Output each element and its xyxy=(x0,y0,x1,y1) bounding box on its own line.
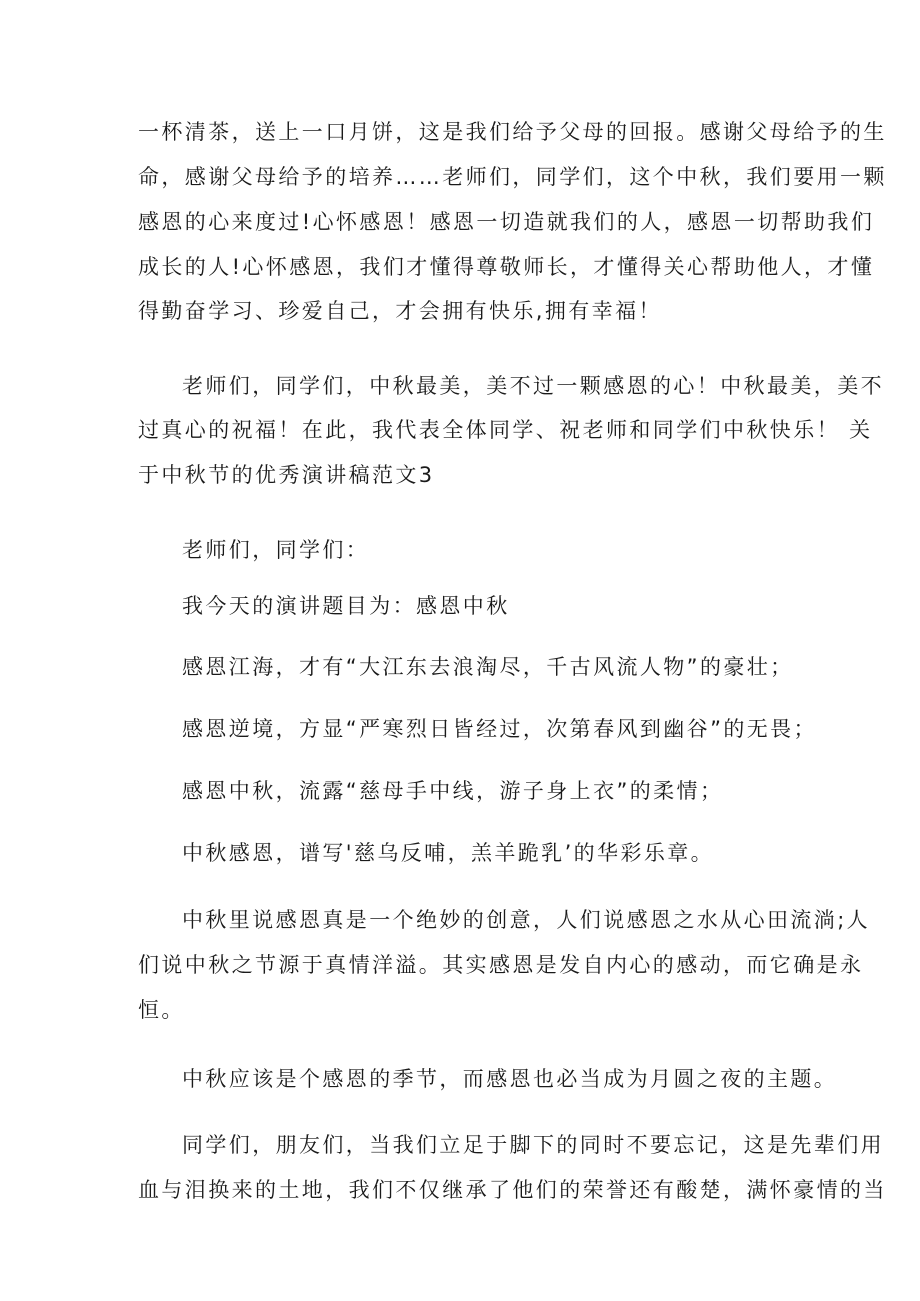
text-line: 我今天的演讲题目为：感恩中秋 xyxy=(182,594,510,618)
text-line: 命，感谢父母给予的培养……老师们，同学们，这个中秋，我们要用一颗 xyxy=(138,165,887,189)
text-line: 于中秋节的优秀演讲稿范文3 xyxy=(138,463,435,487)
text-line: 老师们，同学们，中秋最美，美不过一颗感恩的心！中秋最美，美不 xyxy=(182,374,884,398)
text-line: 感恩的心来度过!心怀感恩！感恩一切造就我们的人，感恩一切帮助我们 xyxy=(138,210,875,234)
text-line: 一杯清茶，送上一口月饼，这是我们给予父母的回报。感谢父母给予的生 xyxy=(138,120,887,144)
text-line: 中秋应该是个感恩的季节，而感恩也必当成为月圆之夜的主题。 xyxy=(182,1067,838,1091)
text-line: 感恩中秋，流露“慈母手中线，游子身上衣”的柔情； xyxy=(182,779,724,803)
text-line: 老师们，同学们： xyxy=(182,538,370,562)
text-line: 同学们，朋友们，当我们立足于脚下的同时不要忘记，这是先辈们用 xyxy=(182,1133,884,1157)
text-line: 感恩江海，才有“大江东去浪淘尽，千古风流人物”的豪壮； xyxy=(182,655,794,679)
text-line: 得勤奋学习、珍爱自己，才会拥有快乐,拥有幸福！ xyxy=(138,299,662,323)
text-line: 过真心的祝福！在此，我代表全体同学、祝老师和同学们中秋快乐！ 关 xyxy=(138,418,873,442)
text-line: 中秋感恩，谱写'慈乌反哺，羔羊跪乳’的华彩乐章。 xyxy=(182,841,715,865)
text-line: 成长的人!心怀感恩，我们才懂得尊敬师长，才懂得关心帮助他人，才懂 xyxy=(138,255,875,279)
text-line: 中秋里说感恩真是一个绝妙的创意，人们说感恩之水从心田流淌;人 xyxy=(182,908,871,932)
text-line: 血与泪换来的土地，我们不仅继承了他们的荣誉还有酸楚，满怀豪情的当 xyxy=(138,1178,887,1202)
text-line: 感恩逆境，方显“严寒烈日皆经过，次第春风到幽谷”的无畏； xyxy=(182,717,817,741)
text-line: 恒。 xyxy=(138,998,185,1022)
text-line: 们说中秋之节源于真情洋溢。其实感恩是发自内心的感动，而它确是永 xyxy=(138,953,864,977)
